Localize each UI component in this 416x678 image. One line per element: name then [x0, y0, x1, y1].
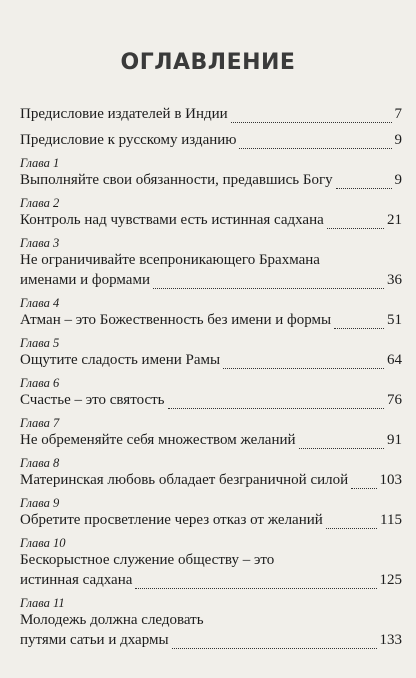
toc-entry	[20, 130, 402, 150]
entry-title: путями сатьи и дхармы	[20, 632, 169, 648]
page-number: 115	[380, 512, 402, 528]
toc-line	[20, 270, 402, 290]
chapter-label: Глава 6	[20, 376, 60, 390]
entry-title: Предисловие к русскому изданию	[20, 132, 237, 148]
entry-title: Счастье – это святость	[20, 392, 165, 408]
entry-title: Обретите просветление через отказ от желаний	[20, 512, 323, 528]
chapter-label: Глава 5	[20, 336, 60, 350]
chapter-label: Глава 4	[20, 296, 60, 310]
chapter-label: Глава 2	[20, 196, 60, 210]
toc-line	[20, 104, 402, 124]
toc-line	[20, 130, 402, 150]
page-number: 7	[394, 106, 402, 122]
page-number: 36	[387, 272, 402, 288]
dot-leader	[299, 436, 384, 449]
toc-entry	[20, 336, 402, 370]
dot-leader	[334, 316, 384, 329]
toc-line	[20, 550, 402, 570]
toc-entry	[20, 104, 402, 124]
toc-line	[20, 210, 402, 230]
entry-title: Предисловие издателей в Индии	[20, 106, 228, 122]
chapter-label: Глава 1	[20, 156, 60, 170]
dot-leader	[351, 476, 376, 489]
toc-entry	[20, 376, 402, 410]
page-number: 51	[387, 312, 402, 328]
page-number: 21	[387, 212, 402, 228]
toc-entry	[20, 296, 402, 330]
page-number: 103	[379, 472, 402, 488]
entry-title: Не обременяйте себя множеством желаний	[20, 432, 296, 448]
dot-leader	[153, 276, 384, 289]
toc-line	[20, 170, 402, 190]
toc-line	[20, 250, 402, 270]
entry-title: Не ограничивайте всепроникающего Брахмана	[20, 252, 320, 268]
dot-leader	[231, 110, 392, 123]
dot-leader	[223, 356, 384, 369]
entry-title: истинная садхана	[20, 572, 133, 588]
toc-entry	[20, 156, 402, 190]
toc-line	[20, 470, 402, 490]
page-number: 125	[379, 572, 402, 588]
entry-title: Контроль над чувствами есть истинная садхана	[20, 212, 324, 228]
toc-entry	[20, 456, 402, 490]
chapter-label: Глава 10	[20, 536, 66, 550]
toc-line	[20, 390, 402, 410]
page-number: 133	[379, 632, 402, 648]
dot-leader	[327, 216, 384, 229]
toc-line	[20, 310, 402, 330]
table-of-contents	[20, 104, 402, 650]
entry-title: Молодежь должна следовать	[20, 612, 204, 628]
entry-title: Ощутите сладость имени Рамы	[20, 352, 221, 368]
toc-line	[20, 430, 402, 450]
page-title: ОГЛАВЛЕНИЕ	[120, 50, 296, 75]
entry-title: Материнская любовь обладает безграничной силой	[20, 472, 349, 488]
toc-line	[20, 350, 402, 370]
dot-leader	[326, 516, 377, 529]
dot-leader	[336, 176, 392, 189]
dot-leader	[239, 136, 391, 149]
chapter-label: Глава 3	[20, 236, 60, 250]
chapter-label: Глава 7	[20, 416, 60, 430]
toc-entry	[20, 416, 402, 450]
chapter-label: Глава 11	[20, 596, 65, 610]
entry-title: именами и формами	[20, 272, 150, 288]
chapter-label: Глава 9	[20, 496, 60, 510]
dot-leader	[172, 636, 377, 649]
toc-entry	[20, 196, 402, 230]
toc-line	[20, 610, 402, 630]
dot-leader	[168, 396, 385, 409]
entry-title: Выполняйте свои обязанности, предавшись Богу	[20, 172, 333, 188]
page-number: 9	[394, 172, 402, 188]
toc-entry	[20, 236, 402, 290]
dot-leader	[135, 576, 376, 589]
toc-entry	[20, 536, 402, 590]
page-number: 91	[387, 432, 402, 448]
toc-entry	[20, 596, 402, 650]
toc-line	[20, 570, 402, 590]
toc-line	[20, 510, 402, 530]
page-number: 9	[394, 132, 402, 148]
entry-title: Бескорыстное служение обществу – это	[20, 552, 275, 568]
page-number: 76	[387, 392, 402, 408]
chapter-label: Глава 8	[20, 456, 60, 470]
page-number: 64	[387, 352, 402, 368]
toc-line	[20, 630, 402, 650]
entry-title: Атман – это Божественность без имени и формы	[20, 312, 332, 328]
toc-entry	[20, 496, 402, 530]
